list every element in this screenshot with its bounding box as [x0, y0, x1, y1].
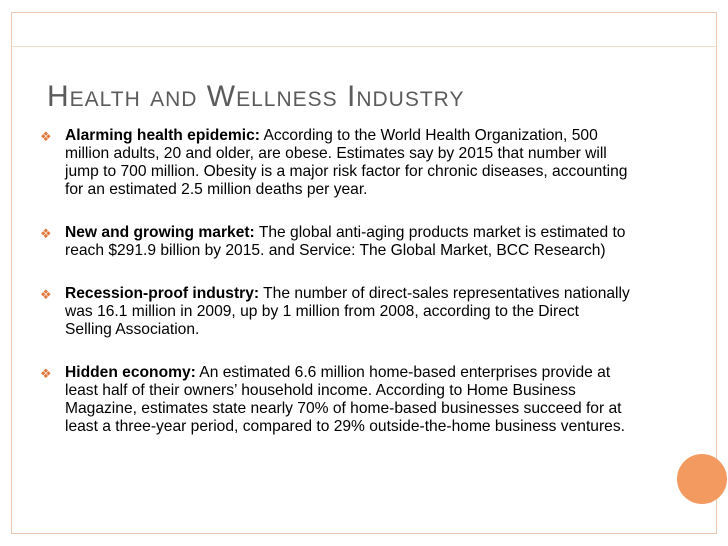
slide-title: Health and Wellness Industry	[47, 80, 465, 113]
bullet-text: The global anti-aging products market is estimated to reach $291.9 billion by 2015. and Service: The Global Market, BCC Research)	[65, 224, 626, 259]
bullet-text: An estimated 6.6 million home-based enterprises provide at least half of their owners’ household income. According to Home Business Magazine, estimates state nearly 70% of home-based businesses succeed for at least a three-year period, compared to 29% outside-the-home business ventures.	[65, 364, 625, 435]
bullet-item-health-epidemic	[40, 127, 630, 199]
bullet-list	[40, 127, 630, 461]
title-divider	[12, 46, 716, 47]
bullet-item-recession-proof	[40, 285, 630, 339]
bullet-text: According to the World Health Organization, 500 million adults, 20 and older, are obese. Estimates say by 2015 that number will jump to 700 million. Obesity is a major risk factor for chronic diseases, accounting for an estimated 2.5 million deaths per year.	[65, 127, 628, 198]
diamond-bullet-icon: ❖	[40, 226, 52, 241]
bullet-lead: New and growing market:	[65, 224, 255, 241]
diamond-bullet-icon: ❖	[40, 129, 52, 144]
bullet-lead: Hidden economy:	[65, 364, 196, 381]
bullet-item-hidden-economy	[40, 364, 630, 436]
diamond-bullet-icon: ❖	[40, 366, 52, 381]
bullet-item-growing-market	[40, 224, 630, 260]
bullet-text: The number of direct-sales representatives nationally was 16.1 million in 2009, up by 1 million from 2008, according to the Direct Selling Association.	[65, 285, 630, 338]
accent-circle	[677, 454, 727, 504]
diamond-bullet-icon: ❖	[40, 287, 52, 302]
bullet-lead: Alarming health epidemic:	[65, 127, 260, 144]
bullet-lead: Recession-proof industry:	[65, 285, 260, 302]
